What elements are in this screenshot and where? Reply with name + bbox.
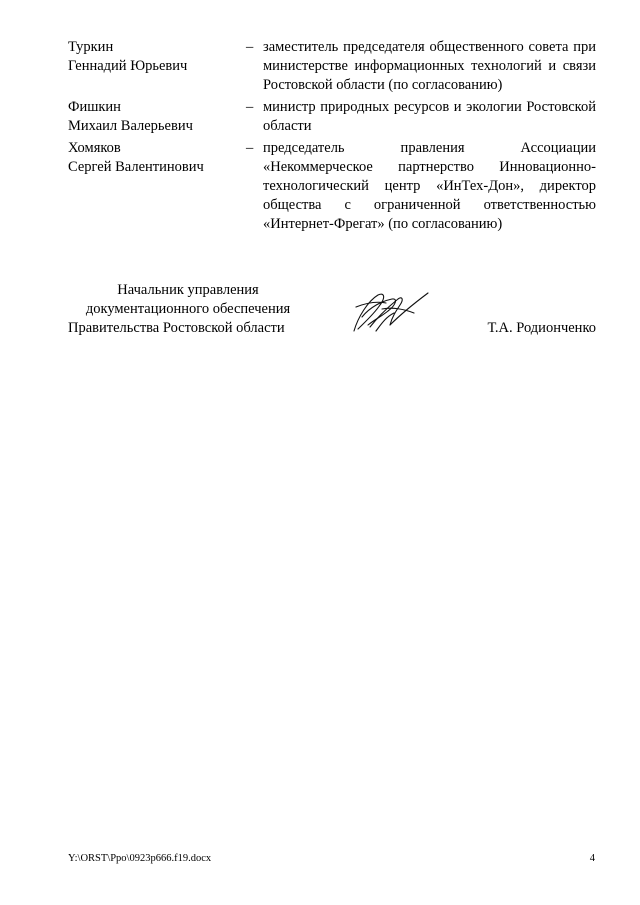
page-number: 4 (589, 853, 595, 864)
signer-title-line: документационного обеспечения (85, 301, 291, 317)
member-role: заместитель председателя общественного совета при министерстве информационных технологий и связи Ростовской области (по согласованию) (263, 39, 596, 93)
member-surname: Фишкин (68, 99, 121, 115)
signer-name: Т.А. Родионченко (487, 320, 596, 336)
member-name (68, 38, 238, 76)
member-surname: Туркин (68, 39, 114, 55)
signer-title (68, 281, 308, 338)
member-role: председатель правления Ассоциации «Некоммерческое партнерство Инновационно-технологический центр «ИнТех-Дон», директор общества с ограниченной ответственностью «Интернет-Фрегат» (по согласованию) (263, 140, 596, 232)
member-given-names: Геннадий Юрьевич (68, 58, 188, 74)
member-dash: – (246, 39, 254, 55)
member-given-names: Сергей Валентинович (68, 159, 204, 175)
footer-file-path: Y:\ORST\Ppo\0923p666.f19.docx (68, 853, 212, 864)
signer-title-line: Правительства Ростовской области (68, 320, 285, 336)
handwritten-signature (348, 287, 438, 337)
member-dash: – (246, 140, 254, 156)
member-given-names: Михаил Валерьевич (68, 118, 193, 134)
member-role: министр природных ресурсов и экологии Ростовской области (263, 99, 596, 134)
member-surname: Хомяков (68, 140, 121, 156)
signer-title-line: Начальник управления (117, 282, 259, 298)
member-name (68, 98, 238, 136)
member-dash: – (246, 99, 254, 115)
member-name (68, 139, 238, 177)
